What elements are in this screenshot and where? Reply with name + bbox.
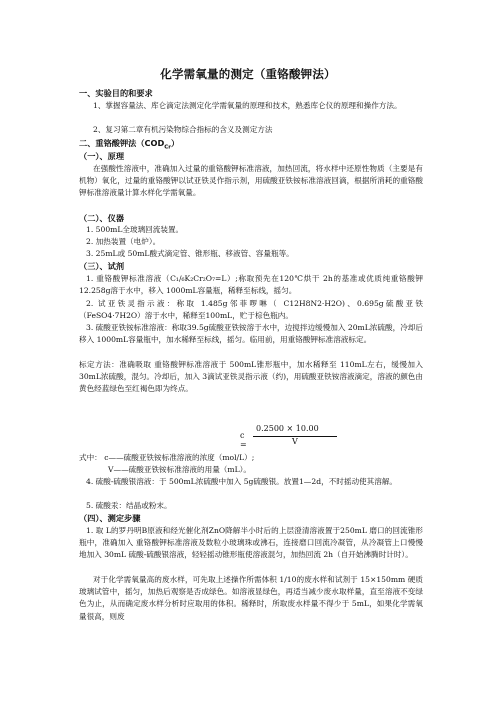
formula-numerator: 0.2500 × 10.00	[256, 424, 319, 433]
reagents-heading: （三）、试剂	[79, 261, 125, 271]
reagent-4: 4. 硫酸-硫酸银溶液：于 500mL浓硫酸中加入 5g硫酸银。放置1—2d，不时摇动使其溶解。	[86, 477, 398, 486]
where-c: 式中： c——硫酸亚铁铵标准溶液的浓度（mol/L）;	[79, 453, 255, 462]
section-1-heading: 一、实验目的和要求	[79, 88, 153, 98]
step-1-note: 对于化学需氧量高的废水样，可先取上述操作所需体积 1/10的废水样和试剂于 15×150mm 硬质玻璃试管中，摇匀，加热后观察是否成绿色。如溶液显绿色，再适当减少废水取样量，直至溶液不变绿色为止，从而确定废水样分析时应取用的体积。稀释时，所取废水样量不得少于 5mL，如果化学需氧量很高，则废	[79, 575, 423, 621]
section-1-para-2: 2、复习第二章有机污染物综合指标的含义及测定方法	[93, 125, 273, 134]
instrument-item-1: 1. 500mL全玻璃回流装置。	[86, 225, 184, 234]
instruments-heading: （二）、仪器	[79, 213, 125, 223]
instrument-item-3: 3. 25mL或 50mL酸式滴定管、锥形瓶、移液管、容量瓶等。	[86, 249, 294, 258]
formula-lhs: c =	[240, 431, 247, 449]
principle-text: 在强酸性溶液中，准确加入过量的重铬酸钾标准溶液，加热回流，将水样中还原性物质（主要是有机物）氧化，过量的重铬酸钾以试亚铁灵作指示剂，用硫酸亚铁铵标准溶液回滴，根据所消耗的重铬酸钾标准溶液量计算水样化学需氧量。	[79, 164, 423, 198]
where-v: V——硫酸亚铁铵标准溶液的用量（mL）。	[108, 465, 252, 474]
calibration-method: 标定方法：准确吸取 重铬酸钾标准溶液于 500mL锥形瓶中，加水稀释至 110mL左右，缓慢加入 30mL浓硫酸，混匀。冷却后，加入 3滴试亚铁灵指示液（约)，用硫酸亚铁铵溶液滴定，溶液的颜色由黄色经蓝绿色至红褐色即为终点。	[79, 360, 423, 394]
document-title: 化学需氧量的测定（重铬酸钾法）	[160, 67, 336, 81]
principle-heading: （一）、原理	[79, 151, 125, 161]
step-1: 1. 取 L的罗丹明B原液和经光催化剂ZnO降解半小时后的上层澄清溶液置于250mL 磨口的回流锥形瓶中，准确加入 重铬酸钾标准溶液及数粒小玻璃珠或沸石，连接磨口回流冷凝管，从冷凝管上口慢慢地加入 30mL 硫酸-硫酸银溶液，轻轻摇动锥形瓶使溶液混匀，加热回流 2h（自开始沸腾时计时）。	[79, 526, 423, 560]
formula-denominator: V	[292, 437, 298, 446]
section-2-heading: 二、重铬酸钾法$(COD_{Cr})$	[79, 138, 180, 151]
reagent-2: 2. 试亚铁灵指示液：称取 1.485g邻菲啰啉（ C12H8N2·H2O)、0.695g硫酸亚铁（FeSO4·7H2O）溶于水中，稀释至100mL，贮于棕色瓶内。	[79, 299, 423, 321]
reagent-3: 3. 硫酸亚铁铵标准溶液：称取39.5g硫酸亚铁铵溶于水中，边搅拌边缓慢加入 20mL浓硫酸，冷却后移入 1000mL容量瓶中，加水稀释至标线，摇匀。临用前，用重铬酸钾标准溶液标定。	[79, 323, 423, 345]
reagent-5: 5. 硫酸汞：结晶或粉末。	[86, 501, 172, 510]
reagent-1: 1. 重铬酸钾标准溶液（C₁/₆K₂Cr₂O₇=L）;称取预先在120℃烘干 2h的基准或优质纯重铬酸钾 12.258g溶于水中，移入 1000mL容量瓶，稀释至标线，摇匀。	[79, 274, 423, 296]
instrument-item-2: 2. 加热装置（电炉）。	[86, 237, 161, 246]
section-1-para-1: 1、掌握容量法、库仑滴定法测定化学需氧量的原理和技术，熟悉库仑仪的原理和操作方法。	[93, 101, 402, 110]
steps-heading: （四）、测定步骤	[79, 513, 141, 523]
